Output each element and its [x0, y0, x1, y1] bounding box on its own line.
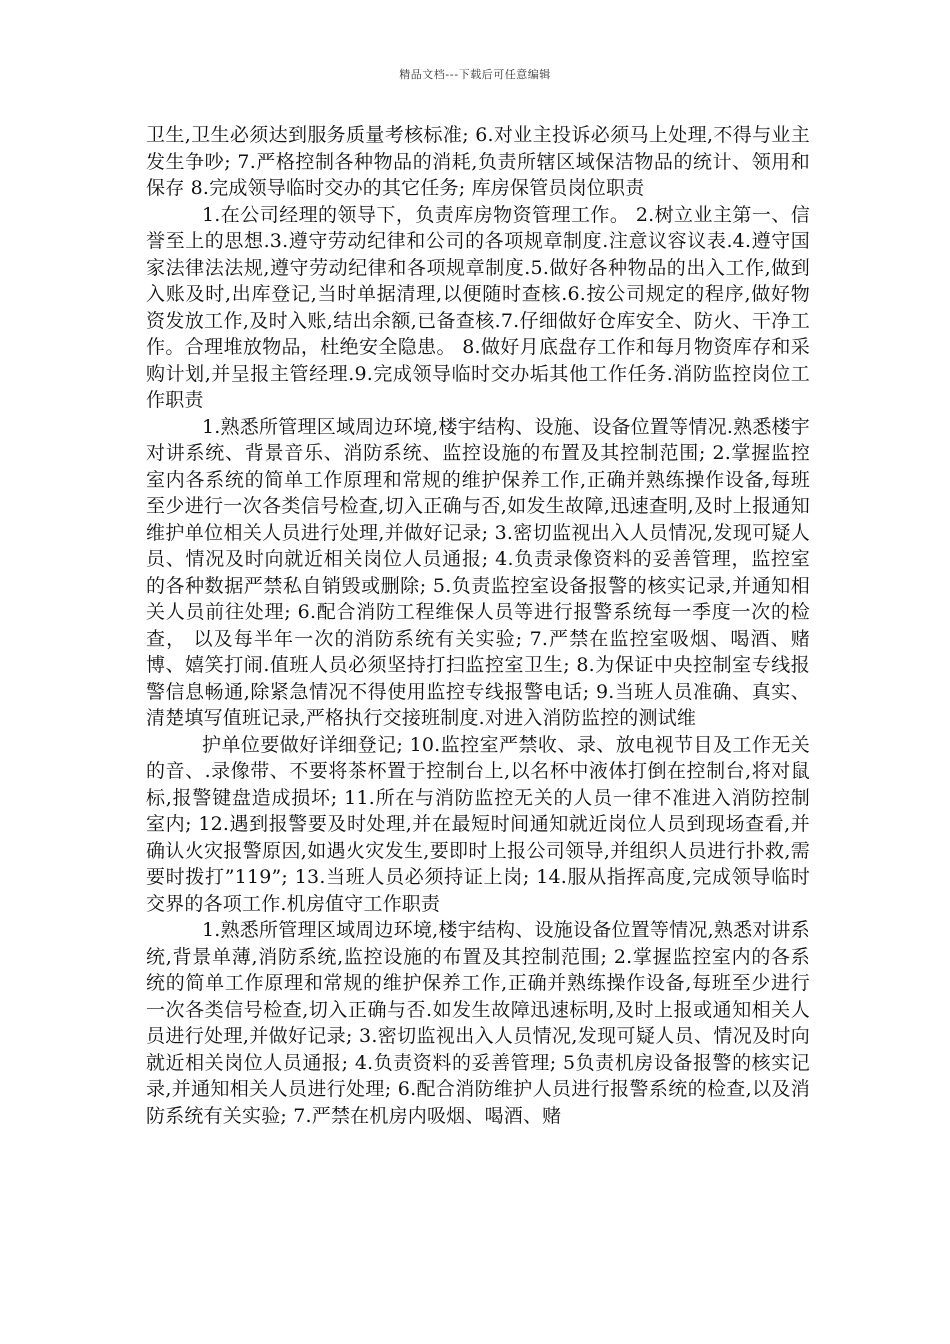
paragraph-warehouse-duties: 1.在公司经理的领导下，负责库房物资管理工作。 2.树立业主第一、信誉至上的思想.3.遵守劳动纪律和公司的各项规章制度.注意议容议表.4.遵守国家法律法法规,遵守劳动纪律和各项规章制度.5.做好各种物品的出入工作,做到入账及时,出库登记,当时单据清理,以便随时查核.6.按公司规定的程序,做好物资发放工作,及时入账,结出余额,已备查核.7.仔细做好仓库安全、防火、干净工作。合理堆放物品，杜绝安全隐患。 8.做好月底盘存工作和每月物资库存和采购计划,并呈报主管经理.9.完成领导临时交办垢其他工作任务.消防监控岗位工作职责 — [146, 203, 810, 411]
paragraph-machine-room-duties: 1.熟悉所管理区域周边环境,楼宇结构、设施设备位置等情况,熟悉对讲系统,背景单薄,消防系统,监控设施的布置及其控制范围; 2.掌握监控室内的各系统的简单工作原理和常规的维护保养工作,正确并熟练操作设备,每班至少进行一次各类信号检查,切入正确与否.如发生故障迅速标明,及时上报或通知相关人员进行处理,并做好记录; 3.密切监视出入人员情况,发现可疑人员、情况及时向就近相关岗位人员通报; 4.负责资料的妥善管理; 5负责机房设备报警的核实记录,并通知相关人员进行处理; 6.配合消防维护人员进行报警系统的检查,以及消防系统有关实验; 7.严禁在机房内吸烟、喝酒、赌 — [146, 919, 810, 1127]
paragraph-fire-monitoring-duties: 1.熟悉所管理区域周边环境,楼宇结构、设施、设备位置等情况.熟悉楼宇对讲系统、背景音乐、消防系统、监控设施的布置及其控制范围; 2.掌握监控室内各系统的简单工作原理和常规的维护保养工作,正确并熟练操作设备,每班至少进行一次各类信号检查,切入正确与否,如发生故障,迅速查明,及时上报通知维护单位相关人员进行处理,并做好记录; 3.密切监视出入人员情况,发现可疑人员、情况及时向就近相关岗位人员通报; 4.负责录像资料的妥善管理，监控室的各种数据严禁私自销毁或删除; 5.负责监控室设备报警的核实记录,并通知相关人员前往处理; 6.配合消防工程维保人员等进行报警系统每一季度一次的检查， 以及每半年一次的消防系统有关实验; 7.严禁在监控室吸烟、喝酒、赌博、嬉笑打闹.值班人员必须坚持打扫监控室卫生; 8.为保证中央控制室专线报警信息畅通,除紧急情况不得使用监控专线报警电话; 9.当班人员准确、真实、清楚填写值班记录,严格执行交接班制度.对进入消防监控的测试维 — [146, 415, 810, 729]
paragraph-cleaning-duties-end: 卫生,卫生必须达到服务质量考核标准; 6.对业主投诉必须马上处理,不得与业主发生争吵; 7.严格控制各种物品的消耗,负责所辖区域保洁物品的统计、领用和保存 8.完成领导临时交办的其它任务; 库房保管员岗位职责 — [146, 124, 810, 199]
document-body — [146, 122, 810, 1129]
paragraph-fire-monitoring-continued: 护单位要做好详细登记; 10.监控室严禁收、录、放电视节目及工作无关的音、.录像带、不要将茶杯置于控制台上,以名杯中液体打倒在控制台,将对鼠标,报警键盘造成损坏; 11.所在与消防监控无关的人员一律不准进入消防控制室内; 12.遇到报警要及时处理,并在最短时间通知就近岗位人员到现场查看,并确认火灾报警原因,如遇火灾发生,要即时上报公司领导,并组织人员进行扑救,需要时拨打”119”; 13.当班人员必须持证上岗; 14.服从指挥高度,完成领导临时交界的各项工作.机房值守工作职责 — [146, 733, 810, 915]
page-header: 精品文档---下载后可任意编辑 — [399, 68, 551, 81]
